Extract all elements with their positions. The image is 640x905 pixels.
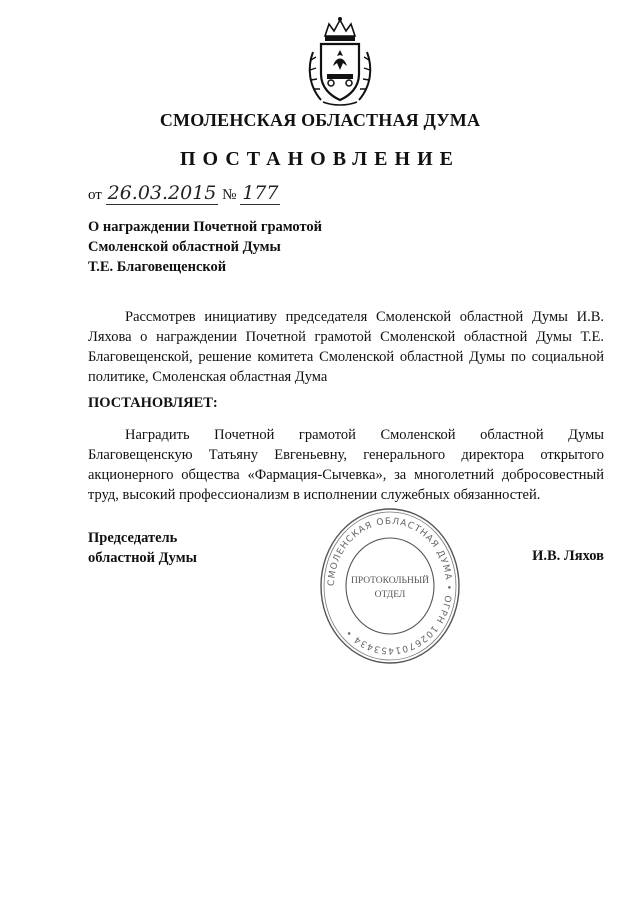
subject-line: Смоленской областной Думы bbox=[88, 239, 281, 255]
subject-line: Т.Е. Благовещенской bbox=[88, 259, 227, 275]
signatory-title-line: Председатель bbox=[88, 530, 178, 546]
subject-block bbox=[88, 217, 322, 277]
signatory-title bbox=[88, 528, 197, 568]
document-type: ПОСТАНОВЛЕНИЕ bbox=[180, 148, 460, 170]
stamp-center-line: ПРОТОКОЛЬНЫЙ bbox=[350, 576, 430, 586]
signatory-name: И.В. Ляхов bbox=[532, 548, 604, 564]
decree-heading: ПОСТАНОВЛЯЕТ: bbox=[88, 395, 218, 411]
body-paragraph-2: Наградить Почетной грамотой Смоленской областной Думы Благовещенскую Татьяну Евгеньевну, генерального директора открытого акционерного общества «Фармация-Сычевка», за многолетний добросовестный труд, высокий профессионализм в исполнении служебных обязанностей. bbox=[88, 427, 604, 503]
body-paragraph-1: Рассмотрев инициативу председателя Смоленской областной Думы И.В. Ляхова о награждении Почетной грамотой Смоленской областной Думы Т.Е. Благовещенской, решение комитета Смоленской областной Думы по социальной политике, Смоленская областная Дума bbox=[88, 309, 604, 385]
coat-of-arms-icon bbox=[303, 16, 377, 108]
organization-title: СМОЛЕНСКАЯ ОБЛАСТНАЯ ДУМА bbox=[159, 110, 481, 130]
stamp-icon bbox=[318, 505, 462, 667]
from-label: от bbox=[88, 187, 102, 203]
subject-line: О награждении Почетной грамотой bbox=[88, 219, 323, 235]
date-number-line bbox=[88, 182, 280, 204]
document-number: 177 bbox=[242, 182, 279, 204]
signatory-title-line: областной Думы bbox=[88, 550, 197, 566]
document-date: 26.03.2015 bbox=[107, 182, 217, 204]
stamp-ring-text: СМОЛЕНСКАЯ ОБЛАСТНАЯ ДУМА • ОГРН 1026701453434 • bbox=[326, 516, 454, 656]
number-label: № bbox=[222, 187, 237, 203]
stamp-center-line: ОТДЕЛ bbox=[374, 590, 406, 600]
